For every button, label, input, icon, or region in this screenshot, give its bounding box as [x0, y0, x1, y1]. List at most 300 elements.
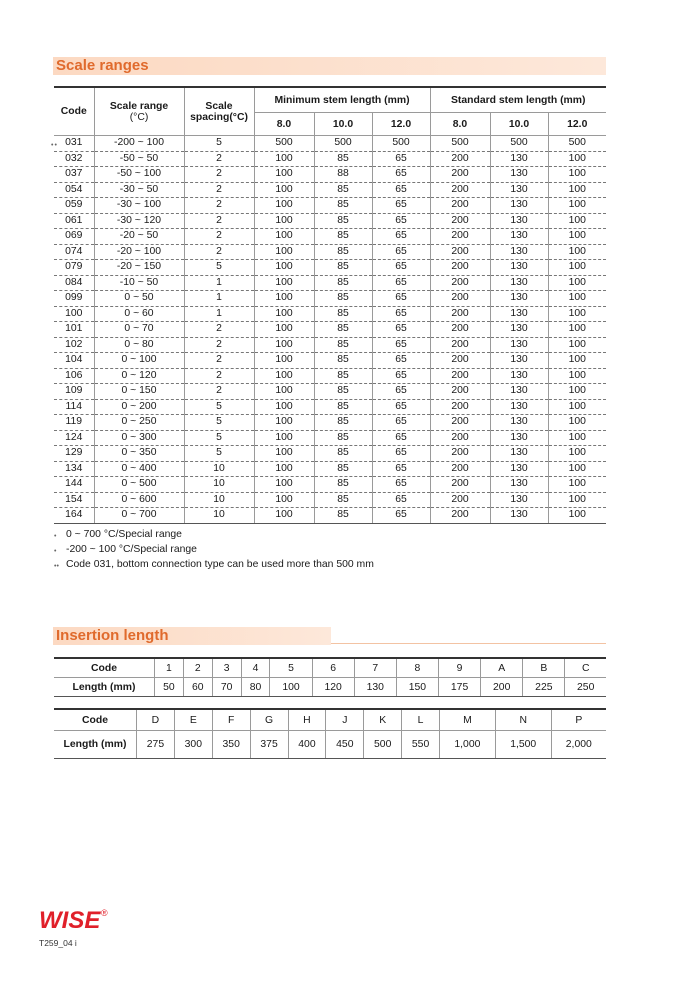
svg-text:®: ®	[101, 908, 108, 918]
table-cell: 100	[254, 430, 314, 446]
footnote: •• Code 031, bottom connection type can be used more than 500 mm	[54, 558, 374, 573]
table-cell: 65	[372, 306, 430, 322]
table-row	[54, 306, 606, 322]
table-cell: 65	[372, 477, 430, 493]
code-cell: D	[137, 709, 175, 731]
scale-ranges-table	[51, 86, 606, 524]
table-cell: 2	[184, 353, 254, 369]
table-cell: 2	[184, 337, 254, 353]
footnotes	[54, 528, 374, 573]
table-cell: 2	[184, 322, 254, 338]
table-cell: 130	[490, 368, 548, 384]
code-cell: M	[440, 709, 496, 731]
table-cell: 100	[254, 353, 314, 369]
table-row	[54, 291, 606, 307]
table-row	[54, 492, 606, 508]
table-cell: 100	[548, 275, 606, 291]
table-cell: 130	[490, 260, 548, 276]
table-cell: 65	[372, 368, 430, 384]
table-cell: 2	[184, 182, 254, 198]
table-cell: 65	[372, 291, 430, 307]
table-cell: 65	[372, 198, 430, 214]
table-cell: 100	[254, 275, 314, 291]
length-cell: 1,000	[440, 731, 496, 759]
table-cell: 130	[490, 322, 548, 338]
code-cell: 099	[54, 291, 94, 307]
scale-ranges-title: Scale ranges	[53, 57, 606, 75]
table-cell: 65	[372, 213, 430, 229]
table-cell: 0 ~ 100	[94, 353, 184, 369]
code-cell: 061	[54, 213, 94, 229]
table-row	[54, 384, 606, 400]
subheader-stem-4: 10.0	[490, 113, 548, 136]
length-cell: 500	[364, 731, 402, 759]
table-cell: 130	[490, 461, 548, 477]
table-cell: 65	[372, 244, 430, 260]
table-cell: 200	[430, 368, 490, 384]
table-cell: 100	[254, 399, 314, 415]
table-row	[54, 353, 606, 369]
table-cell: 10	[184, 508, 254, 524]
table-cell: 100	[548, 213, 606, 229]
table-row	[54, 415, 606, 431]
table-row	[54, 229, 606, 245]
table-cell: 100	[254, 477, 314, 493]
table-cell: 100	[254, 244, 314, 260]
table-cell: 100	[548, 399, 606, 415]
table-cell: 0 ~ 120	[94, 368, 184, 384]
length-cell: 375	[250, 731, 288, 759]
table-cell: 130	[490, 337, 548, 353]
code-cell: 6	[312, 658, 354, 678]
table-cell: 65	[372, 415, 430, 431]
table-cell: 1	[184, 306, 254, 322]
table-cell: 130	[490, 446, 548, 462]
table-cell: 100	[548, 198, 606, 214]
table-cell: 100	[548, 492, 606, 508]
table-cell: 65	[372, 182, 430, 198]
table-cell: 2	[184, 151, 254, 167]
table-cell: 200	[430, 306, 490, 322]
subheader-stem-5: 12.0	[548, 113, 606, 136]
table-cell: 85	[314, 353, 372, 369]
bullet-icon: ••	[54, 563, 59, 570]
insertion-length-title: Insertion length	[53, 627, 331, 645]
table-cell: 65	[372, 399, 430, 415]
table-row	[54, 213, 606, 229]
table-cell: 200	[430, 167, 490, 183]
code-cell: 100	[54, 306, 94, 322]
length-label: Length (mm)	[54, 678, 155, 697]
table-cell: 100	[548, 182, 606, 198]
table-cell: -10 ~ 50	[94, 275, 184, 291]
code-cell: 124	[54, 430, 94, 446]
length-cell: 70	[212, 678, 241, 697]
table-cell: 100	[548, 384, 606, 400]
table-cell: 200	[430, 461, 490, 477]
table-cell: 100	[254, 384, 314, 400]
table-cell: 85	[314, 368, 372, 384]
table-cell: 200	[430, 198, 490, 214]
length-cell: 450	[326, 731, 364, 759]
code-cell: 109	[54, 384, 94, 400]
table-cell: 88	[314, 167, 372, 183]
table-cell: -20 ~ 100	[94, 244, 184, 260]
code-cell: H	[288, 709, 326, 731]
table-cell: 100	[548, 415, 606, 431]
table-cell: 65	[372, 167, 430, 183]
table-cell: 85	[314, 430, 372, 446]
table-cell: 0 ~ 400	[94, 461, 184, 477]
table-cell: 65	[372, 492, 430, 508]
table-cell: 0 ~ 700	[94, 508, 184, 524]
length-cell: 200	[481, 678, 523, 697]
length-cell: 350	[212, 731, 250, 759]
table-cell: 85	[314, 492, 372, 508]
subheader-stem-0: 8.0	[254, 113, 314, 136]
code-cell: 054	[54, 182, 94, 198]
code-cell: 4	[241, 658, 270, 678]
table-cell: -20 ~ 50	[94, 229, 184, 245]
table-cell: 100	[254, 508, 314, 524]
table-cell: 0 ~ 250	[94, 415, 184, 431]
table-row	[54, 477, 606, 493]
table-cell: 130	[490, 399, 548, 415]
length-cell: 130	[354, 678, 396, 697]
table-cell: 2	[184, 167, 254, 183]
length-cell: 2,000	[551, 731, 606, 759]
length-cell: 275	[137, 731, 175, 759]
table-row	[54, 244, 606, 260]
table-cell: -50 ~ 100	[94, 167, 184, 183]
length-cell: 225	[523, 678, 565, 697]
table-cell: 0 ~ 80	[94, 337, 184, 353]
code-cell: 8	[396, 658, 438, 678]
table-cell: 500	[548, 136, 606, 152]
table-cell: 65	[372, 461, 430, 477]
table-cell: 130	[490, 151, 548, 167]
table-row	[54, 461, 606, 477]
table-cell: 200	[430, 492, 490, 508]
table-row	[54, 368, 606, 384]
code-cell: 2	[183, 658, 212, 678]
table-cell: 200	[430, 291, 490, 307]
table-cell: 2	[184, 198, 254, 214]
table-cell: 130	[490, 508, 548, 524]
table-cell: 100	[254, 415, 314, 431]
table-cell: 200	[430, 353, 490, 369]
table-cell: 2	[184, 229, 254, 245]
table-cell: 100	[254, 182, 314, 198]
table-cell: 100	[254, 260, 314, 276]
code-cell: 104	[54, 353, 94, 369]
table-cell: 500	[430, 136, 490, 152]
table-cell: 100	[254, 461, 314, 477]
table-cell: 130	[490, 430, 548, 446]
table-cell: 100	[548, 167, 606, 183]
table-cell: 0 ~ 600	[94, 492, 184, 508]
table-cell: 200	[430, 151, 490, 167]
subheader-stem-1: 10.0	[314, 113, 372, 136]
insertion-table-1	[54, 657, 606, 697]
table-cell: 100	[548, 151, 606, 167]
table-cell: 100	[548, 461, 606, 477]
table-cell: 130	[490, 492, 548, 508]
code-cell: F	[212, 709, 250, 731]
table-cell: 200	[430, 182, 490, 198]
length-label: Length (mm)	[54, 731, 137, 759]
code-cell: 101	[54, 322, 94, 338]
table-cell: 85	[314, 182, 372, 198]
code-cell: 164	[54, 508, 94, 524]
table-cell: 100	[548, 291, 606, 307]
table-cell: 2	[184, 368, 254, 384]
table-cell: 2	[184, 213, 254, 229]
length-cell: 80	[241, 678, 270, 697]
table-cell: 65	[372, 384, 430, 400]
table-cell: 0 ~ 50	[94, 291, 184, 307]
length-cell: 400	[288, 731, 326, 759]
table-row	[54, 198, 606, 214]
code-cell: •• 031	[54, 136, 94, 152]
table-cell: 100	[548, 368, 606, 384]
table-cell: 0 ~ 150	[94, 384, 184, 400]
table-row	[54, 260, 606, 276]
table-cell: 0 ~ 200	[94, 399, 184, 415]
table-cell: 5	[184, 260, 254, 276]
table-cell: 85	[314, 306, 372, 322]
code-cell: 144	[54, 477, 94, 493]
table-cell: 85	[314, 477, 372, 493]
table-cell: 500	[372, 136, 430, 152]
table-cell: 130	[490, 213, 548, 229]
section-rule	[331, 643, 606, 644]
table-row	[54, 182, 606, 198]
table-cell: 5	[184, 430, 254, 446]
table-cell: 100	[254, 368, 314, 384]
table-row	[54, 275, 606, 291]
table-cell: 100	[254, 151, 314, 167]
code-cell: K	[364, 709, 402, 731]
code-label: Code	[54, 658, 155, 678]
table-cell: 10	[184, 461, 254, 477]
table-cell: 0 ~ 350	[94, 446, 184, 462]
table-cell: 1	[184, 275, 254, 291]
table-cell: -50 ~ 50	[94, 151, 184, 167]
length-cell: 50	[155, 678, 184, 697]
note-marker: ••	[51, 142, 58, 149]
table-cell: 85	[314, 322, 372, 338]
table-cell: 65	[372, 337, 430, 353]
table-cell: 100	[254, 492, 314, 508]
table-cell: 65	[372, 353, 430, 369]
length-cell: 175	[439, 678, 481, 697]
code-cell: 032	[54, 151, 94, 167]
table-cell: 2	[184, 384, 254, 400]
header-scale-range: Scale range (°C)	[94, 87, 184, 136]
code-cell: 074	[54, 244, 94, 260]
table-cell: -200 ~ 100	[94, 136, 184, 152]
table-cell: 200	[430, 508, 490, 524]
table-row	[54, 508, 606, 524]
code-cell: 1	[155, 658, 184, 678]
table-cell: 100	[548, 430, 606, 446]
table-cell: 85	[314, 213, 372, 229]
table-cell: 500	[314, 136, 372, 152]
table-cell: 100	[548, 322, 606, 338]
table-row	[54, 136, 606, 152]
table-cell: 130	[490, 415, 548, 431]
length-cell: 100	[270, 678, 312, 697]
table-cell: 85	[314, 260, 372, 276]
code-cell: 5	[270, 658, 312, 678]
code-cell: L	[402, 709, 440, 731]
document-id: T259_04 i	[39, 938, 77, 948]
code-cell: 9	[439, 658, 481, 678]
table-cell: 65	[372, 229, 430, 245]
table-cell: 100	[254, 229, 314, 245]
header-code: Code	[54, 87, 94, 136]
code-cell: B	[523, 658, 565, 678]
table-cell: 65	[372, 508, 430, 524]
table-cell: 130	[490, 306, 548, 322]
length-cell: 1,500	[495, 731, 551, 759]
subheader-stem-3: 8.0	[430, 113, 490, 136]
table-cell: 200	[430, 415, 490, 431]
code-cell: 084	[54, 275, 94, 291]
table-cell: 0 ~ 300	[94, 430, 184, 446]
table-cell: 100	[548, 477, 606, 493]
table-cell: 100	[548, 337, 606, 353]
subheader-stem-2: 12.0	[372, 113, 430, 136]
table-cell: 200	[430, 244, 490, 260]
table-cell: 200	[430, 399, 490, 415]
length-cell: 550	[402, 731, 440, 759]
table-cell: 100	[548, 244, 606, 260]
table-cell: 85	[314, 461, 372, 477]
code-cell: E	[174, 709, 212, 731]
table-cell: -20 ~ 150	[94, 260, 184, 276]
table-cell: 85	[314, 244, 372, 260]
length-cell: 150	[396, 678, 438, 697]
table-row	[54, 430, 606, 446]
header-std-stem: Standard stem length (mm)	[430, 87, 606, 113]
code-cell: 114	[54, 399, 94, 415]
table-cell: 100	[548, 353, 606, 369]
table-row	[54, 167, 606, 183]
table-row	[54, 399, 606, 415]
table-cell: 65	[372, 151, 430, 167]
table-cell: 100	[254, 167, 314, 183]
table-cell: 85	[314, 337, 372, 353]
code-cell: P	[551, 709, 606, 731]
table-cell: 200	[430, 446, 490, 462]
table-cell: 65	[372, 260, 430, 276]
table-cell: 130	[490, 244, 548, 260]
header-scale-spacing: Scale spacing(°C)	[184, 87, 254, 136]
table-cell: 130	[490, 353, 548, 369]
table-cell: 0 ~ 60	[94, 306, 184, 322]
footnote: • 0 ~ 700 °C/Special range	[54, 528, 374, 543]
table-cell: 5	[184, 399, 254, 415]
length-cell: 120	[312, 678, 354, 697]
length-cell: 60	[183, 678, 212, 697]
code-cell: N	[495, 709, 551, 731]
table-cell: 85	[314, 384, 372, 400]
code-cell: 129	[54, 446, 94, 462]
table-cell: 0 ~ 70	[94, 322, 184, 338]
table-cell: 5	[184, 136, 254, 152]
table-cell: 5	[184, 415, 254, 431]
table-cell: 2	[184, 244, 254, 260]
table-cell: 65	[372, 446, 430, 462]
table-cell: 130	[490, 384, 548, 400]
table-cell: -30 ~ 120	[94, 213, 184, 229]
wise-logo	[39, 906, 109, 934]
code-cell: C	[565, 658, 606, 678]
footnote: • -200 ~ 100 °C/Special range	[54, 543, 374, 558]
table-row	[54, 337, 606, 353]
table-cell: 85	[314, 399, 372, 415]
table-cell: 65	[372, 275, 430, 291]
table-cell: 1	[184, 291, 254, 307]
table-cell: 100	[548, 508, 606, 524]
table-cell: 130	[490, 229, 548, 245]
table-cell: 100	[254, 306, 314, 322]
table-cell: 85	[314, 198, 372, 214]
table-cell: 130	[490, 291, 548, 307]
code-cell: 3	[212, 658, 241, 678]
table-cell: 100	[254, 198, 314, 214]
table-cell: 100	[254, 213, 314, 229]
table-cell: 100	[548, 306, 606, 322]
table-cell: 5	[184, 446, 254, 462]
table-cell: 130	[490, 167, 548, 183]
table-cell: 100	[254, 322, 314, 338]
table-cell: 200	[430, 477, 490, 493]
code-cell: 119	[54, 415, 94, 431]
table-cell: -30 ~ 100	[94, 198, 184, 214]
table-cell: 130	[490, 477, 548, 493]
code-cell: A	[481, 658, 523, 678]
table-cell: 200	[430, 229, 490, 245]
table-cell: 200	[430, 275, 490, 291]
table-cell: 85	[314, 291, 372, 307]
table-cell: 85	[314, 446, 372, 462]
table-cell: 100	[548, 229, 606, 245]
table-row	[54, 151, 606, 167]
code-cell: 037	[54, 167, 94, 183]
code-cell: G	[250, 709, 288, 731]
table-cell: 130	[490, 275, 548, 291]
table-cell: 200	[430, 213, 490, 229]
table-cell: 10	[184, 492, 254, 508]
code-cell: 154	[54, 492, 94, 508]
table-cell: 65	[372, 430, 430, 446]
table-row	[54, 322, 606, 338]
table-cell: 85	[314, 151, 372, 167]
code-cell: 069	[54, 229, 94, 245]
header-min-stem: Minimum stem length (mm)	[254, 87, 430, 113]
table-cell: 65	[372, 322, 430, 338]
table-cell: 85	[314, 508, 372, 524]
code-cell: 079	[54, 260, 94, 276]
table-cell: -30 ~ 50	[94, 182, 184, 198]
bullet-icon: •	[54, 548, 57, 555]
table-cell: 100	[548, 446, 606, 462]
table-cell: 200	[430, 384, 490, 400]
table-cell: 200	[430, 337, 490, 353]
